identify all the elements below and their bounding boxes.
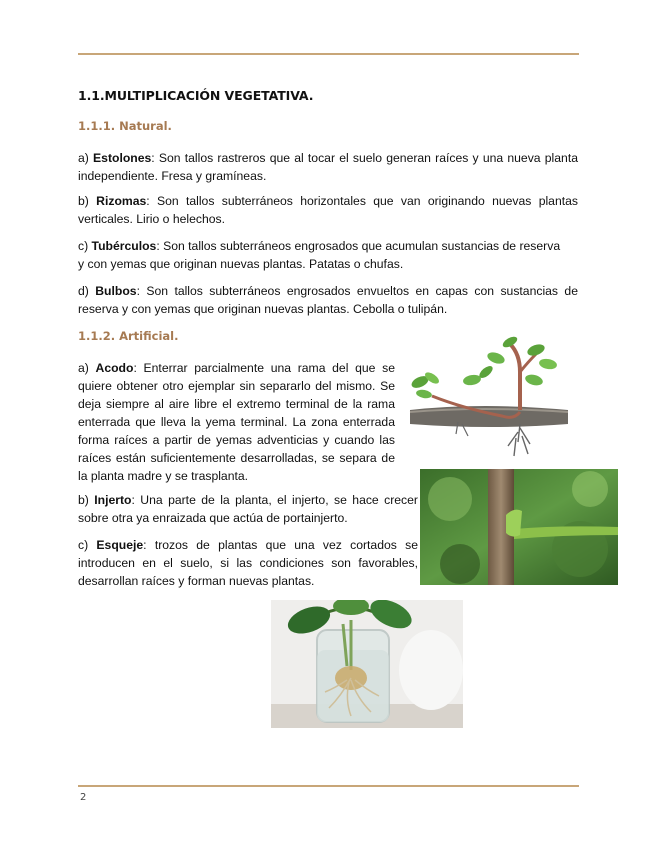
term-bulbos: Bulbos	[95, 284, 137, 298]
acodo-illustration	[402, 332, 574, 460]
page-number: 2	[80, 792, 87, 803]
term-acodo: Acodo	[95, 361, 134, 375]
term-estolones: Estolones	[93, 151, 152, 165]
paragraph-rizomas: b) Rizomas: Son tallos subterráneos horizontales que van originando nuevas plantas verticales. Lirio o helechos.	[78, 194, 578, 226]
subsection-artificial-title: 1.1.2. Artificial.	[78, 329, 179, 343]
section-heading: 1.1.MULTIPLICACIÓN VEGETATIVA.	[78, 88, 314, 103]
esqueje-photo	[271, 600, 463, 728]
injerto-photo	[420, 469, 618, 585]
term-rizomas: Rizomas	[96, 194, 147, 208]
paragraph-injerto: b) Injerto: Una parte de la planta, el injerto, se hace crecer sobre otra ya enraizada que actúa de portainjerto.	[78, 493, 418, 525]
header-rule	[78, 53, 579, 55]
term-esqueje: Esqueje	[96, 538, 144, 552]
subsection-natural-title: 1.1.1. Natural.	[78, 119, 172, 133]
term-injerto: Injerto	[94, 493, 132, 507]
paragraph-bulbos: d) Bulbos: Son tallos subterráneos engrosados envueltos en capas con sustancias de reserva y con yemas que originan nuevas plantas. Cebolla o tulipán.	[78, 284, 578, 316]
paragraph-esqueje: c) Esqueje: trozos de plantas que una vez cortados se introducen en el suelo, si las condiciones son favorables, desarrollan raíces y forman nuevas plantas.	[78, 538, 418, 588]
footer-rule	[78, 785, 579, 787]
paragraph-tuberculos: c) Tubérculos: Son tallos subterráneos engrosados que acumulan sustancias de reserva y con yemas que originan nuevas plantas. Patatas o chufas.	[78, 239, 561, 271]
paragraph-estolones: a) Estolones: Son tallos rastreros que al tocar el suelo generan raíces y una nueva planta independiente. Fresa y gramíneas.	[78, 151, 578, 183]
term-tuberculos: Tubérculos	[91, 239, 157, 253]
paragraph-acodo: a) Acodo: Enterrar parcialmente una rama del que se quiere obtener otro ejemplar sin separarlo del mismo. Se deja siempre al aire libre el extremo terminal de la rama enterrada que lleva la yema terminal. La zona enterrada forma raíces a partir de yemas adventicias y cuando las raíces están suficientemente desarrolladas, se separa de la planta madre y se trasplanta.	[78, 361, 395, 483]
